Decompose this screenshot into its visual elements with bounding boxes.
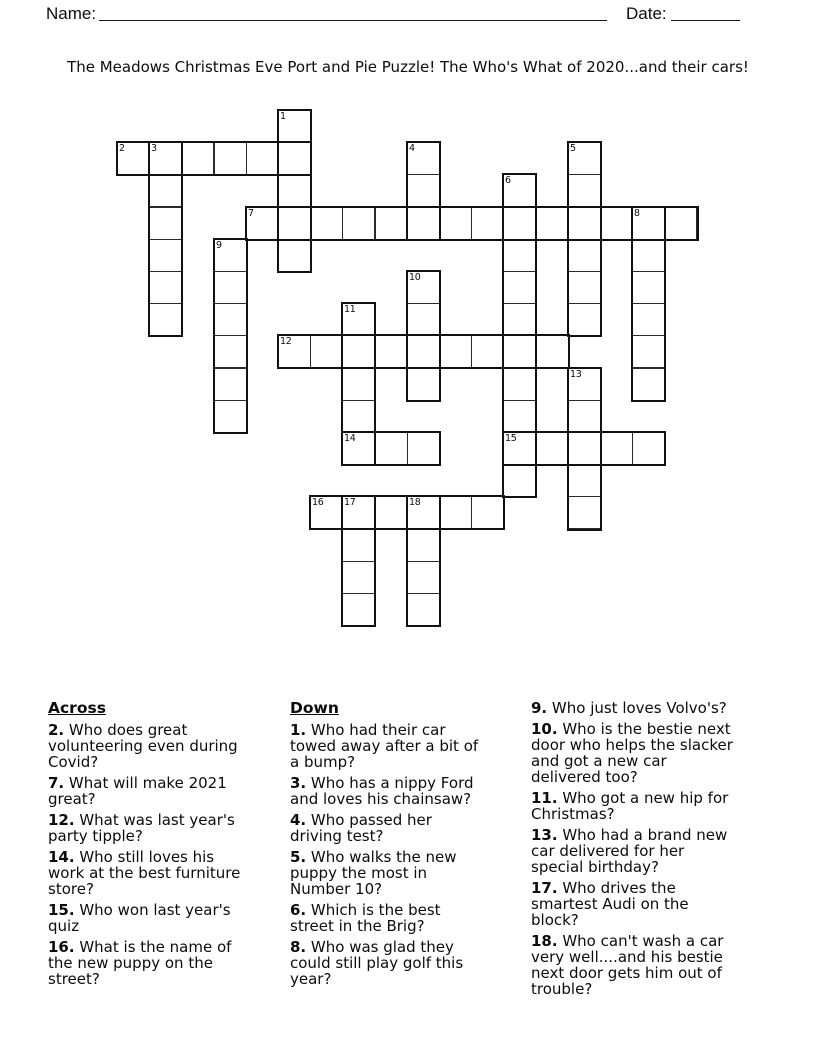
grid-cell bbox=[278, 142, 311, 175]
cell-number: 10 bbox=[409, 272, 421, 283]
clue-item: 9. Who just loves Volvo's? bbox=[531, 699, 727, 717]
across-clue-list bbox=[48, 722, 244, 987]
page-title: The Meadows Christmas Eve Port and Pie Puzzle! The Who's What of 2020...and their cars! bbox=[67, 58, 749, 76]
cell-number: 12 bbox=[280, 336, 292, 347]
clue-item: 17. Who drives the smartest Audi on the block? bbox=[531, 879, 689, 929]
grid-cell bbox=[632, 271, 665, 304]
clue-item: 13. Who had a brand new car delivered for her special birthday? bbox=[531, 826, 728, 876]
grid-cell bbox=[214, 271, 247, 304]
clue-item: 10. Who is the bestie next door who helps the slacker and got a new car delivered too? bbox=[531, 720, 733, 786]
clue-item: 12. What was last year's party tipple? bbox=[48, 811, 235, 845]
clue-item: 7. What will make 2021 great? bbox=[48, 774, 227, 808]
clue-number-label: 7. bbox=[48, 774, 65, 792]
grid-cell bbox=[214, 142, 247, 175]
grid-cell bbox=[342, 593, 375, 626]
grid-cell bbox=[375, 207, 408, 240]
grid-cell bbox=[632, 432, 665, 465]
cell-number: 13 bbox=[570, 369, 582, 380]
cell-number: 9 bbox=[216, 240, 222, 251]
name-label: Name: bbox=[46, 4, 97, 23]
grid-cell bbox=[375, 496, 408, 529]
clue-number-label: 17. bbox=[531, 879, 558, 897]
cell-number: 4 bbox=[409, 143, 415, 154]
grid-cell bbox=[471, 496, 504, 529]
clue-item: 8. Who was glad they could still play golf this year? bbox=[290, 938, 464, 988]
clue-column-down bbox=[290, 700, 486, 992]
grid-cell bbox=[342, 368, 375, 401]
grid-cell bbox=[439, 207, 472, 240]
cell-number: 11 bbox=[344, 304, 356, 315]
cell-number: 7 bbox=[248, 208, 254, 219]
grid-cell bbox=[149, 303, 182, 336]
clue-item: 14. Who still loves his work at the best furniture store? bbox=[48, 848, 241, 898]
grid-cell bbox=[278, 207, 311, 240]
clue-number-label: 18. bbox=[531, 932, 558, 950]
across-heading: Across bbox=[48, 699, 106, 717]
grid-cell bbox=[375, 335, 408, 368]
clue-item: 5. Who walks the new puppy the most in Number 10? bbox=[290, 848, 457, 898]
grid-cell bbox=[246, 142, 279, 175]
cell-number: 15 bbox=[505, 433, 517, 444]
grid-cell bbox=[632, 239, 665, 272]
cell-number: 14 bbox=[344, 433, 356, 444]
clue-number-label: 6. bbox=[290, 901, 307, 919]
cell-number: 8 bbox=[634, 208, 640, 219]
clue-number-label: 12. bbox=[48, 811, 75, 829]
grid-cell bbox=[471, 335, 504, 368]
clue-item: 11. Who got a new hip for Christmas? bbox=[531, 789, 729, 823]
grid-cell bbox=[536, 432, 569, 465]
clue-number-label: 15. bbox=[48, 901, 75, 919]
grid-cell bbox=[568, 174, 601, 207]
cell-number: 5 bbox=[570, 143, 576, 154]
clue-item: 6. Which is the best street in the Brig? bbox=[290, 901, 441, 935]
cell-number: 6 bbox=[505, 175, 511, 186]
clue-number-label: 4. bbox=[290, 811, 307, 829]
grid-cell bbox=[407, 561, 440, 594]
grid-cell bbox=[214, 335, 247, 368]
grid-cell bbox=[342, 400, 375, 433]
cell-number: 3 bbox=[151, 143, 157, 154]
grid-cell bbox=[568, 464, 601, 497]
clue-number-label: 16. bbox=[48, 938, 75, 956]
clue-number-label: 3. bbox=[290, 774, 307, 792]
clue-column-across bbox=[48, 700, 244, 992]
cell-number: 16 bbox=[312, 497, 324, 508]
grid-cell bbox=[632, 335, 665, 368]
grid-cell bbox=[471, 207, 504, 240]
grid-cell bbox=[439, 335, 472, 368]
clue-column-down-continued bbox=[531, 700, 737, 1002]
grid-cell bbox=[149, 239, 182, 272]
grid-cell bbox=[503, 335, 536, 368]
clue-item: 18. Who can't wash a car very well....and his bestie next door gets him out of trouble? bbox=[531, 932, 724, 998]
grid-cell bbox=[536, 335, 569, 368]
clue-number-label: 1. bbox=[290, 721, 307, 739]
grid-cell bbox=[149, 271, 182, 304]
cell-number: 1 bbox=[280, 111, 286, 122]
grid-cell bbox=[568, 303, 601, 336]
date-label: Date: bbox=[626, 4, 667, 23]
grid-cell bbox=[439, 496, 472, 529]
grid-cell bbox=[407, 207, 440, 240]
grid-cell bbox=[568, 239, 601, 272]
down-clue-list bbox=[290, 722, 486, 987]
down-clue-list-continued bbox=[531, 700, 737, 997]
clue-number-label: 11. bbox=[531, 789, 558, 807]
cell-number: 17 bbox=[344, 497, 356, 508]
grid-cell bbox=[407, 593, 440, 626]
cell-number: 2 bbox=[119, 143, 125, 154]
grid-cell bbox=[632, 368, 665, 401]
grid-cell bbox=[407, 529, 440, 562]
grid-cell bbox=[149, 207, 182, 240]
grid-cell bbox=[664, 207, 697, 240]
grid-cell bbox=[407, 335, 440, 368]
grid-cell bbox=[503, 368, 536, 401]
grid-cell bbox=[149, 174, 182, 207]
grid-cell bbox=[568, 400, 601, 433]
clue-item: 3. Who has a nippy Ford and loves his chainsaw? bbox=[290, 774, 474, 808]
clue-number-label: 14. bbox=[48, 848, 75, 866]
grid-cell bbox=[600, 207, 633, 240]
grid-cell bbox=[503, 464, 536, 497]
clue-item: 16. What is the name of the new puppy on the street? bbox=[48, 938, 232, 988]
grid-cell bbox=[214, 303, 247, 336]
clue-number-label: 8. bbox=[290, 938, 307, 956]
grid-cell bbox=[342, 561, 375, 594]
grid-cell bbox=[600, 432, 633, 465]
grid-cell bbox=[407, 432, 440, 465]
grid-cell bbox=[310, 335, 343, 368]
grid-cell bbox=[632, 303, 665, 336]
grid-cell bbox=[342, 529, 375, 562]
grid-cell bbox=[214, 400, 247, 433]
down-heading: Down bbox=[290, 699, 339, 717]
clue-item: 4. Who passed her driving test? bbox=[290, 811, 432, 845]
grid-cell bbox=[407, 303, 440, 336]
grid-cell bbox=[503, 303, 536, 336]
grid-cell bbox=[310, 207, 343, 240]
grid-cell bbox=[278, 174, 311, 207]
clue-number-label: 5. bbox=[290, 848, 307, 866]
grid-cell bbox=[214, 368, 247, 401]
clue-number-label: 9. bbox=[531, 699, 548, 717]
grid-cell bbox=[407, 368, 440, 401]
grid-cell bbox=[503, 271, 536, 304]
grid-cell bbox=[568, 271, 601, 304]
grid-cell bbox=[503, 239, 536, 272]
grid-cell bbox=[278, 239, 311, 272]
clue-item: 15. Who won last year's quiz bbox=[48, 901, 231, 935]
grid-cell bbox=[503, 400, 536, 433]
clue-item: 1. Who had their car towed away after a bit of a bump? bbox=[290, 721, 479, 771]
grid-cell bbox=[375, 432, 408, 465]
grid-cell bbox=[568, 496, 601, 529]
clue-number-label: 10. bbox=[531, 720, 558, 738]
clue-item: 2. Who does great volunteering even during Covid? bbox=[48, 721, 238, 771]
clue-number-label: 13. bbox=[531, 826, 558, 844]
grid-cell bbox=[181, 142, 214, 175]
grid-cell bbox=[536, 207, 569, 240]
clue-number-label: 2. bbox=[48, 721, 65, 739]
grid-cell bbox=[568, 432, 601, 465]
grid-cell bbox=[342, 335, 375, 368]
grid-cell bbox=[503, 207, 536, 240]
grid-cell bbox=[568, 207, 601, 240]
grid-cell bbox=[407, 174, 440, 207]
cell-number: 18 bbox=[409, 497, 421, 508]
grid-cell bbox=[342, 207, 375, 240]
